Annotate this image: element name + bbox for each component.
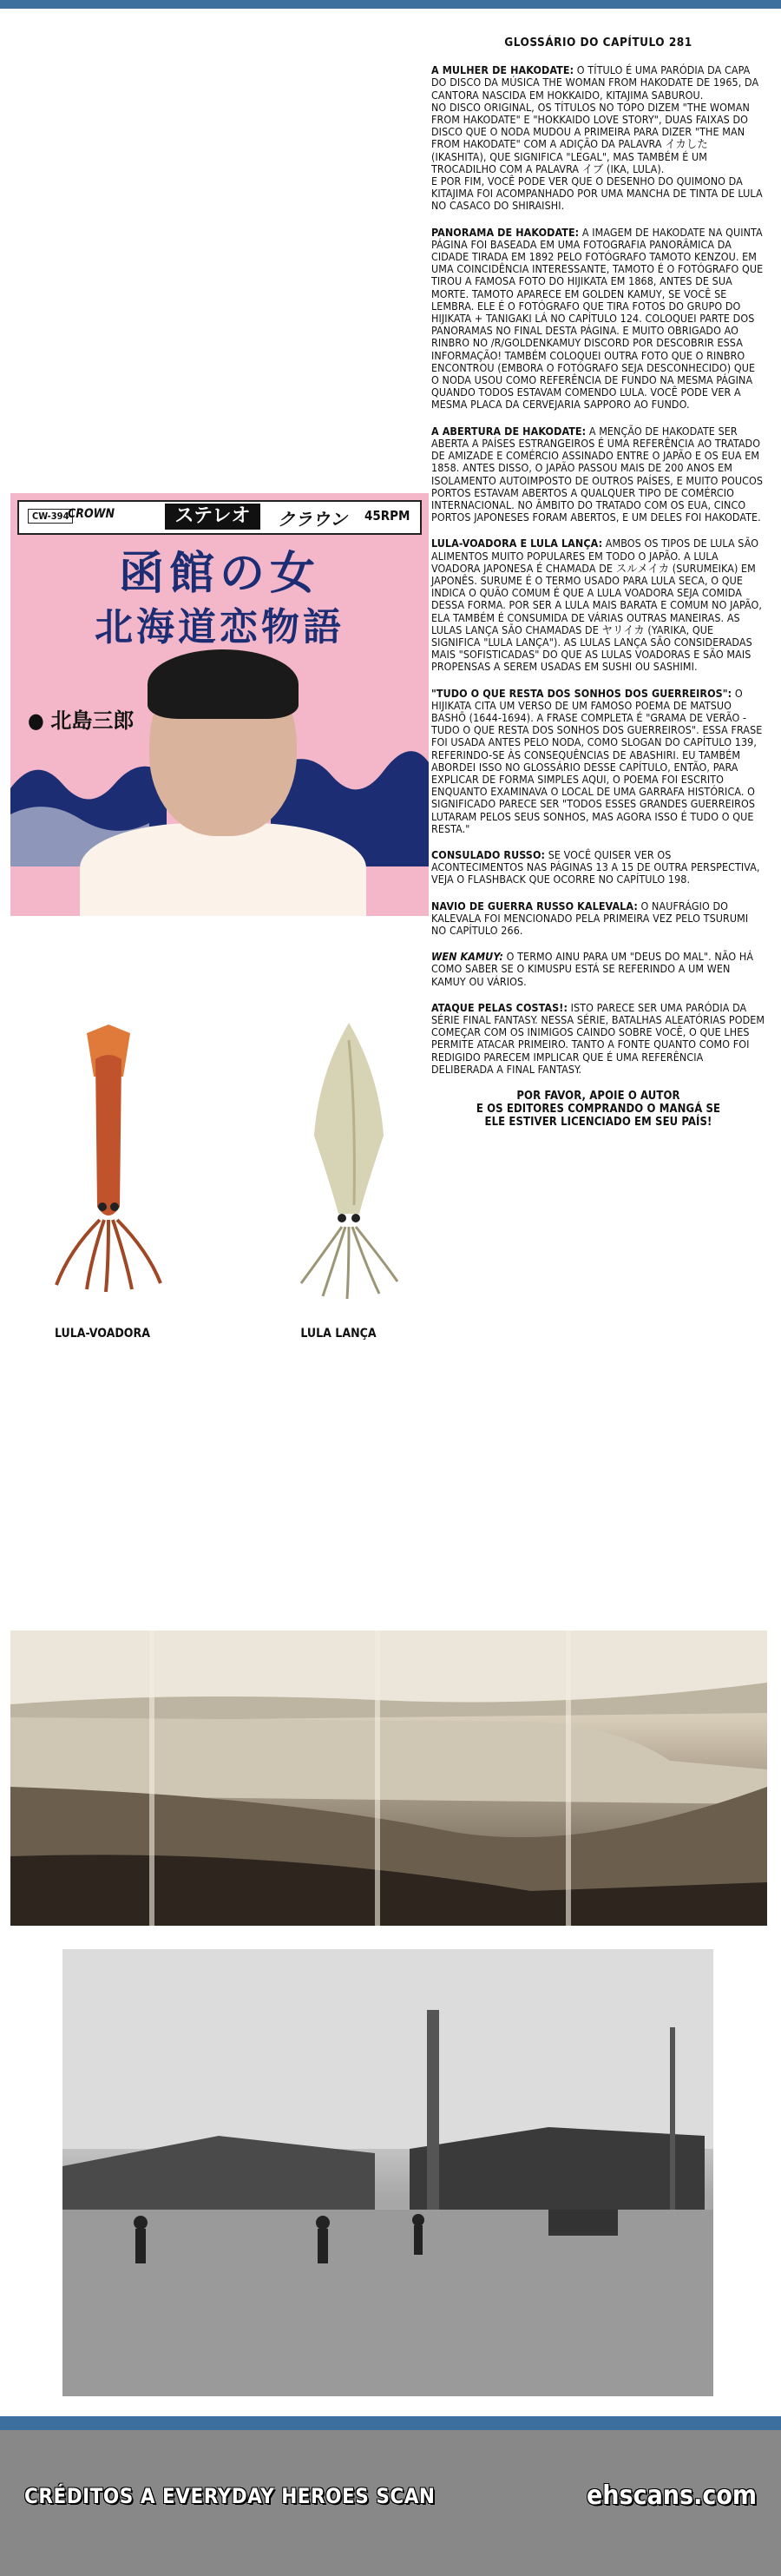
support-line: E OS EDITORES COMPRANDO O MANGÁ SE xyxy=(476,1103,721,1117)
glossary-entries xyxy=(431,64,765,1076)
support-line: POR FAVOR, APOIE O AUTOR xyxy=(516,1090,680,1104)
glossary-text: O NAUFRÁGIO DO KALEVALA FOI MENCIONADO PELA PRIMEIRA VEZ PELO TSURUMI NO CAPÍTULO 266. xyxy=(431,899,749,937)
street-scene-icon xyxy=(62,1949,713,2396)
glossary-paragraph xyxy=(431,537,765,673)
album-label-jp: クラウン xyxy=(278,509,347,530)
glossary-text: E POR FIM, VOCÊ PODE VER QUE O DESENHO DO QUIMONO DA KITAJIMA FOI ACOMPANHADO POR UMA MANCHA DE TINTA DE LULA NO CASACO DO SHIRAISHI. xyxy=(431,175,763,213)
glossary-paragraph xyxy=(431,1002,765,1076)
glossary-paragraph xyxy=(431,175,765,213)
glossary-text: ISTO PARECE SER UMA PARÓDIA DA SÉRIE FINAL FANTASY. NESSA SÉRIE, BATALHAS ALEATÓRIAS PODEM COMEÇAR COM OS INIMIGOS CAINDO SOBRE VOCÊ, O QUE LHES PERMITE ATACAR PRIMEIRO. TANTO A FONTE QUANTO COMO FOI REDIGIDO PARECEM IMPLICAR QUE É UMA REFERÊNCIA DELIBERADA A FINAL FANTASY. xyxy=(431,1000,765,1076)
album-catalog-number: CW-394 xyxy=(28,509,73,524)
glossary-entry xyxy=(431,64,765,212)
glossary-title: GLOSSÁRIO DO CAPÍTULO 281 xyxy=(504,36,692,49)
hakodate-panorama-photo xyxy=(10,1631,767,1926)
glossary-text: AMBOS OS TIPOS DE LULA SÃO ALIMENTOS MUITO POPULARES EM TODO O JAPÃO. A LULA VOADORA JAPONESA É CHAMADA DE スルメイカ (SURUMEIKA) EM JAPONÊS. SURUME É O TERMO USADO PARA LULA SECA, O QUE INDICA O QUÃO COMUM É QUE A LULA VOADORA SEJA COMIDA DESSA FORMA. POR SER A LULA MAIS BARATA E COMUM NO JAPÃO, ELA TAMBÉM É CONSUMIDA DE VÁRIAS OUTRAS MANEIRAS. AS LULAS LANÇA SÃO CHAMADAS DE ヤリイカ (YARIKA, QUE SIGNIFICA "LULA LANÇA"). AS LULAS LANÇA SÃO CONSIDERADAS MAIS "SOFISTICADAS" DO QUE AS LULAS VOADORAS E SÃO MAIS PROPENSAS A SEREM USADAS EM SUSHI OU SASHIMI. xyxy=(431,537,763,674)
glossary-paragraph xyxy=(431,688,765,835)
glossary-paragraph xyxy=(431,102,765,175)
glossary-entry xyxy=(431,900,765,938)
glossary xyxy=(431,36,765,1129)
support-line: ELE ESTIVER LICENCIADO EM SEU PAÍS! xyxy=(484,1116,712,1130)
glossary-term: A MULHER DE HAKODATE: xyxy=(431,63,574,77)
glossary-term: A ABERTURA DE HAKODATE: xyxy=(431,424,587,438)
glossary-term: PANORAMA DE HAKODATE: xyxy=(431,225,580,239)
glossary-entry xyxy=(431,425,765,524)
singer-hair xyxy=(148,649,299,719)
glossary-paragraph xyxy=(431,849,765,886)
flying-squid-icon xyxy=(52,1024,165,1294)
album-stereo: ステレオ xyxy=(165,504,260,530)
glossary-paragraph xyxy=(431,425,765,524)
glossary-entry xyxy=(431,688,765,835)
album-speed: 45RPM xyxy=(364,508,410,524)
glossary-paragraph xyxy=(431,64,765,102)
top-accent-bar xyxy=(0,0,781,9)
flying-squid-caption: LULA-VOADORA xyxy=(55,1327,150,1341)
footer-site-link[interactable]: ehscans.com xyxy=(586,2480,757,2511)
glossary-entry xyxy=(431,537,765,673)
glossary-text: O TÍTULO É UMA PARÓDIA DA CAPA DO DISCO DA MÚSICA THE WOMAN FROM HAKODATE DE 1965, DA CANTORA NASCIDA EM HOKKAIDO, KITAJIMA SABUROU. xyxy=(431,63,759,102)
album-title-2: 北海道恋物語 xyxy=(95,605,345,649)
glossary-paragraph xyxy=(431,900,765,938)
hakodate-street-photo xyxy=(62,1949,713,2396)
spear-squid-caption: LULA LANÇA xyxy=(300,1327,377,1341)
footer-credits: CRÉDITOS A EVERYDAY HEROES SCAN xyxy=(24,2484,436,2508)
album-title-1: 函館の女 xyxy=(118,547,320,600)
glossary-entry xyxy=(431,951,765,988)
glossary-term: "TUDO O QUE RESTA DOS SONHOS DOS GUERREIROS": xyxy=(431,686,732,700)
album-top-strip xyxy=(17,500,422,535)
spear-squid-icon xyxy=(297,1023,401,1301)
glossary-term: CONSULADO RUSSO: xyxy=(431,847,546,861)
glossary-text: A IMAGEM DE HAKODATE NA QUINTA PÁGINA FOI BASEADA EM UMA FOTOGRAFIA PANORÂMICA DA CIDADE TIRADA EM 1892 PELO FOTÓGRAFO TAMOTO KENZOU. EM UMA COINCIDÊNCIA INTERESSANTE, TAMOTO É O FOTÓGRAFO QUE TIROU A FAMOSA FOTO DO HIJIKATA EM 1868, ANTES DE SUA MORTE. TAMOTO APARECE EM GOLDEN KAMUY, SE VOCÊ SE LEMBRA. ELE É O FOTÓGRAFO QUE TIRA FOTOS DO GRUPO DO HIJIKATA + TANIGAKI LÁ NO CAPÍTULO 124. COLOQUEI PARTE DOS PANORAMAS NO FINAL DESTA PÁGINA. E MUITO OBRIGADO AO RINBRO NO /R/GOLDENKAMUY DISCORD POR DESCOBRIR ESSA INFORMAÇÃO! TAMBÉM COLOQUEI OUTRA FOTO QUE O RINBRO ENCONTROU (EMBORA O FOTÓGRAFO SEJA DESCONHECIDO) QUE O NODA USOU COMO REFERÊNCIA DE FUNDO NA MESMA PÁGINA QUANDO TODOS ESTAVAM COMENDO LULA. VOCÊ PODE VER A MESMA PLACA DA CERVEJARIA SAPPORO AO FUNDO. xyxy=(431,225,764,412)
glossary-term: NAVIO DE GUERRA RUSSO KALEVALA: xyxy=(431,899,638,912)
support-message xyxy=(431,1090,765,1129)
singer-kimono xyxy=(80,823,366,916)
glossary-paragraph xyxy=(431,951,765,988)
glossary-term: LULA-VOADORA E LULA LANÇA: xyxy=(431,537,603,550)
footer xyxy=(0,2430,781,2576)
glossary-term: WEN KAMUY: xyxy=(431,950,503,964)
glossary-paragraph xyxy=(431,227,765,412)
album-label: CROWN xyxy=(68,507,115,521)
glossary-text: SE VOCÊ QUISER VER OS ACONTECIMENTOS NAS PÁGINAS 13 A 15 DE OUTRA PERSPECTIVA, VEJA O FLASHBACK QUE OCORRE NO CAPÍTULO 198. xyxy=(431,847,760,886)
panorama-scene-icon xyxy=(10,1631,767,1926)
glossary-text: O TERMO AINU PARA UM "DEUS DO MAL". NÃO HÁ COMO SABER SE O KIMUSPU ESTÁ SE REFERINDO A UM WEN KAMUY OU VÁRIOS. xyxy=(431,950,754,988)
glossary-text: O HIJIKATA CITA UM VERSO DE UM FAMOSO POEMA DE MATSUO BASHŌ (1644-1694). A FRASE COMPLETA É "GRAMA DE VERÃO - TUDO O QUE RESTA DOS SONHOS DOS GUERREIROS". ESSA FRASE FOI USADA ANTES PELO NODA, COMO SLOGAN DO CAPÍTULO 139, REFERINDO-SE ÀS CONSEQUÊNCIAS DE ABASHIRI. EU TAMBÉM ABORDEI ISSO NO GLOSSÁRIO DESSE CAPÍTULO, ENTÃO, PARA EXPLICAR DE FORMA SIMPLES AQUI, O POEMA FOI ESCRITO ENQUANTO EXAMINAVA O LOCAL DE UMA GARRAFA HISTÓRICA. O SIGNIFICADO PARECE SER "TODOS ESSES GRANDES GUERREIROS LUTARAM PELOS SEUS SONHOS, MAS AGORA ISSO É TUDO O QUE RESTA." xyxy=(431,686,763,835)
album-cover-image xyxy=(10,493,429,916)
album-singer: ● 北島三郎 xyxy=(28,708,135,733)
glossary-text: NO DISCO ORIGINAL, OS TÍTULOS NO TOPO DIZEM "THE WOMAN FROM HAKODATE" E "HOKKAIDO LOVE STORY", DUAS FAIXAS DO DISCO QUE O NODA MUDOU A PRIMEIRA PARA DIZER "THE MAN FROM HAKODATE" COM A ADIÇÃO DA PALAVRA イカした (IKASHITA), QUE SIGNIFICA "LEGAL", MAS TAMBÉM É UM TROCADILHO COM A PALAVRA イブ (IKA, LULA). xyxy=(431,100,750,175)
footer-accent-band xyxy=(0,2416,781,2430)
glossary-entry xyxy=(431,227,765,412)
glossary-term: ATAQUE PELAS COSTAS!: xyxy=(431,1000,568,1014)
glossary-text: A MENÇÃO DE HAKODATE SER ABERTA A PAÍSES ESTRANGEIROS É UMA REFERÊNCIA AO TRATADO DE AMIZADE E COMÉRCIO ASSINADO ENTRE O JAPÃO E OS EUA EM 1858. ANTES DISSO, O JAPÃO PASSOU MAIS DE 200 ANOS EM ISOLAMENTO AUTOIMPOSTO DE OUTROS PAÍSES, E MUITO POUCOS PORTOS ESTAVAM ABERTOS A QUALQUER TIPO DE COMÉRCIO INTERNACIONAL. NO ÂMBITO DO TRATADO COM OS EUA, CINCO PORTOS JAPONESES FORAM ABERTOS, E UM DELES FOI HAKODATE. xyxy=(431,424,764,524)
glossary-entry xyxy=(431,1002,765,1076)
glossary-entry xyxy=(431,849,765,886)
